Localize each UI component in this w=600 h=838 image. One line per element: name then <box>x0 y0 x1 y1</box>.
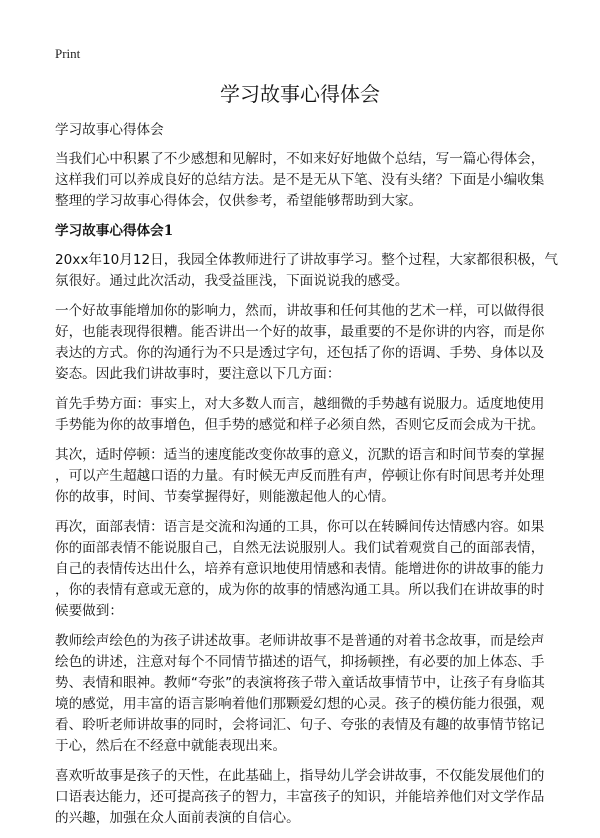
text-line: 势、表情和眼神。教师“夸张”的表演将孩子带入童话故事情节中，让孩子有身临其 <box>55 675 545 691</box>
paragraph <box>55 394 555 436</box>
text-line: 20xx年10月12日，我园全体教师进行了讲故事学习。整个过程，大家都很积极，气 <box>55 252 558 268</box>
text-line: 再次，面部表情：语言是交流和沟通的工具，你可以在转瞬间传达情感内容。如果 <box>55 519 545 535</box>
section-body <box>55 250 558 829</box>
document-body <box>55 120 558 838</box>
text-line: 你的面部表情不能说服自己，自然无法说服别人。我们试着观赏自己的面部表情， <box>55 540 545 556</box>
text-line: 手势能为你的故事增色，但手势的感觉和样子必须自然，否则它反而会成为干扰。 <box>55 417 545 433</box>
text-line: 口语表达能力，还可提高孩子的智力，丰富孩子的知识，并能培养他们对文学作品 <box>55 789 545 805</box>
page-title: 学习故事心得体会 <box>220 82 380 106</box>
text-line: 候要做到： <box>55 603 123 619</box>
text-line: 当我们心中积累了不少感想和见解时，不如来好好地做个总结，写一篇心得体会， <box>55 151 545 167</box>
paragraph <box>55 766 555 829</box>
text-line: 好，也能表现得很糟。能否讲出一个好的故事，最重要的不是你讲的内容，而是你 <box>55 324 545 340</box>
text-line: 教师绘声绘色的为孩子讲述故事。老师讲故事不是普通的对着书念故事，而是绘声 <box>55 633 545 649</box>
print-link[interactable]: Print <box>55 46 81 61</box>
paragraph <box>55 631 555 757</box>
paragraph <box>55 301 555 385</box>
text-line: 姿态。因此我们讲故事时，要注意以下几方面： <box>55 366 341 382</box>
text-line: ，可以产生超越口语的力量。有时候无声反而胜有声，停顿让你有时间思考并处理 <box>55 468 545 484</box>
text-line: 氛很好。通过此次活动，我受益匪浅，下面说说我的感受。 <box>55 273 409 289</box>
paragraph <box>55 445 555 508</box>
text-line: 首先手势方面：事实上，对大多数人而言，越细微的手势越有说服力。适度地使用 <box>55 396 545 412</box>
text-line: 你的故事，时间、节奏掌握得好，则能激起他人的心情。 <box>55 489 395 505</box>
section-heading: 学习故事心得体会1 <box>55 223 174 239</box>
text-line: 看、聆听老师讲故事的同时，会将词汇、句子、夸张的表情及有趣的故事情节铭记 <box>55 717 545 733</box>
text-line: 这样我们可以养成良好的总结方法。是不是无从下笔、没有头绪？下面是小编收集 <box>55 172 545 188</box>
text-line: 表达的方式。你的沟通行为不只是透过字句，还包括了你的语调、手势、身体以及 <box>55 345 545 361</box>
text-line: 整理的学习故事心得体会，仅供参考，希望能够帮助到大家。 <box>55 193 423 209</box>
paragraph <box>55 250 558 292</box>
text-line: 绘色的讲述，注意对每个不同情节描述的语气，抑扬顿挫，有必要的加上体态、手 <box>55 654 545 670</box>
text-line: ，你的表情有意或无意的，成为你的故事的情感沟通工具。所以我们在讲故事的时 <box>55 582 545 598</box>
intro-paragraph <box>55 149 555 212</box>
paragraph <box>55 517 555 622</box>
text-line: 的兴趣，加强在众人面前表演的自信心。 <box>55 810 300 826</box>
text-line: 境的感觉，用丰富的语言影响着他们那颗爱幻想的心灵。孩子的模仿能力很强，观 <box>55 696 545 712</box>
text-line: 自己的表情传达出什么，培养有意识地使用情感和表情。能增进你的讲故事的能力 <box>55 561 545 577</box>
text-line: 一个好故事能增加你的影响力，然而，讲故事和任何其他的艺术一样，可以做得很 <box>55 303 545 319</box>
text-line: 其次，适时停顿：适当的速度能改变你故事的意义，沉默的语言和时间节奏的掌握 <box>55 447 545 463</box>
text-line: 于心，然后在不经意中就能表现出来。 <box>55 738 287 754</box>
document-subtitle: 学习故事心得体会 <box>55 122 164 138</box>
text-line: 喜欢听故事是孩子的天性，在此基础上，指导幼儿学会讲故事，不仅能发展他们的 <box>55 768 545 784</box>
